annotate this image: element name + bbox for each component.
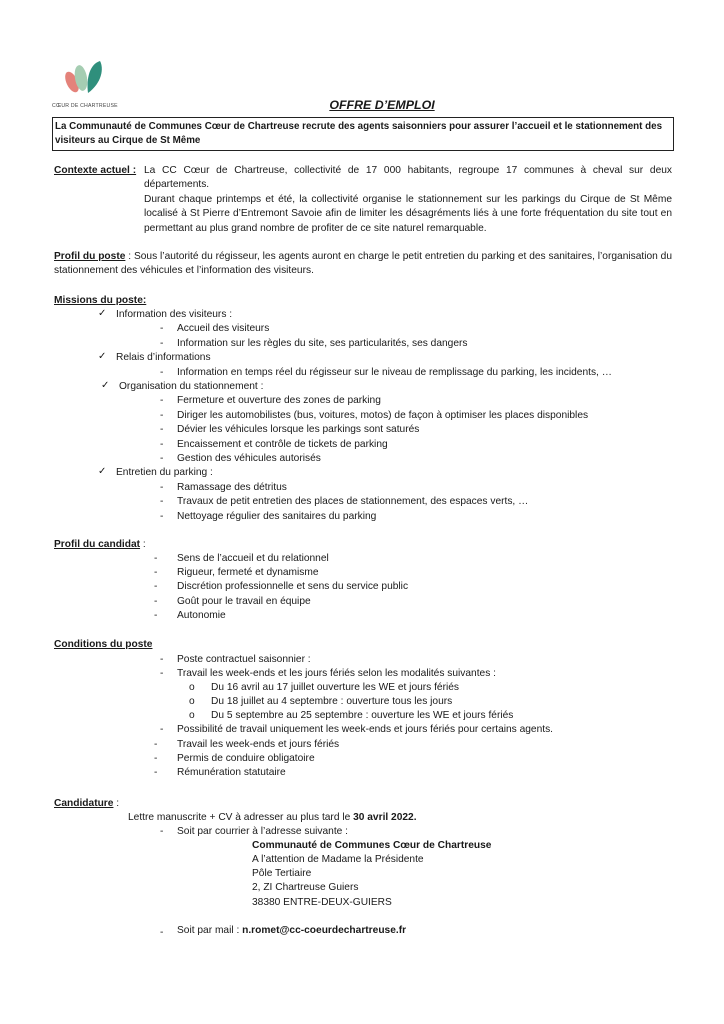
list-item: Travail les week-ends et jours fériés (177, 739, 340, 750)
contexte-label: Contexte actuel : (54, 165, 137, 176)
list-item: Goût pour le travail en équipe (177, 596, 311, 607)
list-item: Poste contractuel saisonnier : (177, 654, 311, 665)
list-item: Rigueur, fermeté et dynamisme (177, 567, 319, 578)
list-item: Travail les week-ends et les jours fériés selon les modalités suivantes : (177, 668, 496, 679)
check-icon: ✓ (98, 308, 107, 319)
list-item: - (154, 753, 158, 764)
list-item: - (160, 482, 164, 493)
address-line: Communauté de Communes Cœur de Chartreuse (252, 840, 492, 851)
candidature-label: Candidature (54, 798, 114, 809)
profil-poste-block (54, 250, 672, 279)
address-line: 2, ZI Chartreuse Guiers (252, 882, 359, 893)
circle-bullet-icon: o (189, 710, 195, 721)
logo-leaves-icon (50, 58, 120, 100)
list-item: - (154, 596, 158, 607)
banner: La Communauté de Communes Cœur de Chartreuse recrute des agents saisonniers pour assurer l’accueil et le stationnement des visiteurs au Cirque de St Même (52, 117, 674, 151)
list-item: Possibilité de travail uniquement les week-ends et jours fériés pour certains agents. (177, 724, 554, 735)
contexte-p2: Durant chaque printemps et été, la collectivité organise le stationnement sur les parkings du Cirque de St Même localisé à St Pierre d’Entremont Savoie afin de limiter les désagréments liés à une forte fréquentation du site tout en permettant au plus grand nombre de profiter de ce site naturel remarquable. (144, 193, 672, 234)
list-item: Rémunération statutaire (177, 767, 286, 778)
mail-line (177, 924, 406, 938)
list-item: Travaux de petit entretien des places de stationnement, des espaces verts, … (177, 496, 529, 507)
list-item: - (154, 767, 158, 778)
deadline: 30 avril 2022. (353, 812, 417, 823)
period-item: Du 18 juillet au 4 septembre : ouverture tous les jours (211, 696, 453, 707)
profil-candidat-label: Profil du candidat (54, 539, 141, 550)
mission-group-title: Information des visiteurs : (116, 309, 233, 320)
profil-poste-label: Profil du poste (54, 251, 126, 262)
list-item: - (160, 654, 164, 665)
list-item: - (154, 610, 158, 621)
candidature-intro: Lettre manuscrite + CV à adresser au plus tard le 30 avril 2022. (128, 812, 417, 823)
profil-candidat-heading (54, 538, 146, 552)
address-line: 38380 ENTRE-DEUX-GUIERS (252, 897, 392, 908)
list-item: - (160, 439, 164, 450)
list-item: - (160, 511, 164, 522)
list-item: - (160, 367, 164, 378)
courrier-label: Soit par courrier à l’adresse suivante : (177, 826, 349, 837)
list-item: Discrétion professionnelle et sens du service public (177, 581, 409, 592)
logo-text: CŒUR DE CHARTREUSE (52, 103, 118, 109)
conditions-label: Conditions du poste (54, 639, 153, 650)
list-item: Diriger les automobilistes (bus, voitures, motos) de façon à optimiser les places disponibles (177, 410, 589, 421)
contexte-block (144, 164, 672, 236)
list-item: Nettoyage régulier des sanitaires du parking (177, 511, 377, 522)
list-item: Gestion des véhicules autorisés (177, 453, 321, 464)
mission-group-title: Entretien du parking : (116, 467, 213, 478)
period-item: Du 16 avril au 17 juillet ouverture les WE et jours fériés (211, 682, 460, 693)
period-item: Du 5 septembre au 25 septembre : ouverture les WE et jours fériés (211, 710, 514, 721)
list-item: - (160, 323, 164, 334)
list-item: - (160, 668, 164, 679)
list-item: - (154, 739, 158, 750)
list-item: - (154, 553, 158, 564)
circle-bullet-icon: o (189, 696, 195, 707)
list-item: - (160, 424, 164, 435)
list-item: Sens de l’accueil et du relationnel (177, 553, 329, 564)
address-line: A l’attention de Madame la Présidente (252, 854, 424, 865)
check-icon: ✓ (101, 380, 110, 391)
profil-candidat-colon: : (142, 539, 146, 550)
list-item: - (154, 581, 158, 592)
candidature-heading (54, 797, 119, 811)
list-item: - (160, 338, 164, 349)
list-item: - (160, 496, 164, 507)
list-item: Information sur les règles du site, ses particularités, ses dangers (177, 338, 468, 349)
contexte-p1-last: départements. (144, 179, 210, 191)
list-item: - (160, 453, 164, 464)
list-item: Autonomie (177, 610, 226, 621)
candidature-colon: : (116, 798, 120, 809)
list-item: - (160, 410, 164, 421)
mission-group-title (98, 307, 106, 321)
mission-group-title: Organisation du stationnement : (119, 381, 264, 392)
list-item: Ramassage des détritus (177, 482, 287, 493)
list-item: Fermeture et ouverture des zones de parking (177, 395, 381, 406)
mail-link[interactable]: n.romet@cc-coeurdechartreuse.fr (242, 925, 407, 936)
list-item: Accueil des visiteurs (177, 323, 270, 334)
list-item: - (160, 927, 164, 938)
page-title: OFFRE D’EMPLOI (329, 98, 435, 112)
list-item: Encaissement et contrôle de tickets de parking (177, 439, 388, 450)
list-item: Dévier les véhicules lorsque les parkings sont saturés (177, 424, 420, 435)
list-item: - (160, 395, 164, 406)
mission-group-title: Relais d’informations (116, 352, 211, 363)
contexte-p1-first: La CC Cœur de Chartreuse, collectivité de 17 000 habitants, regroupe 17 communes à cheval sur deux (144, 165, 672, 176)
mail-label: Soit par mail : (177, 925, 240, 936)
missions-label: Missions du poste: (54, 295, 147, 306)
list-item: - (154, 567, 158, 578)
check-icon: ✓ (98, 466, 107, 477)
list-item: Information en temps réel du régisseur sur le niveau de remplissage du parking, les incidents, … (177, 367, 612, 378)
list-item: - (160, 724, 164, 735)
check-icon: ✓ (98, 351, 107, 362)
profil-poste-text: : Sous l’autorité du régisseur, les agents auront en charge le petit entretien du parking et des sanitaires, l’organisation du stationnement des véhicules et l’information des visiteurs. (54, 251, 673, 277)
circle-bullet-icon: o (189, 682, 195, 693)
list-item: Permis de conduire obligatoire (177, 753, 315, 764)
list-item: - (160, 826, 164, 837)
address-line: Pôle Tertiaire (252, 868, 312, 879)
